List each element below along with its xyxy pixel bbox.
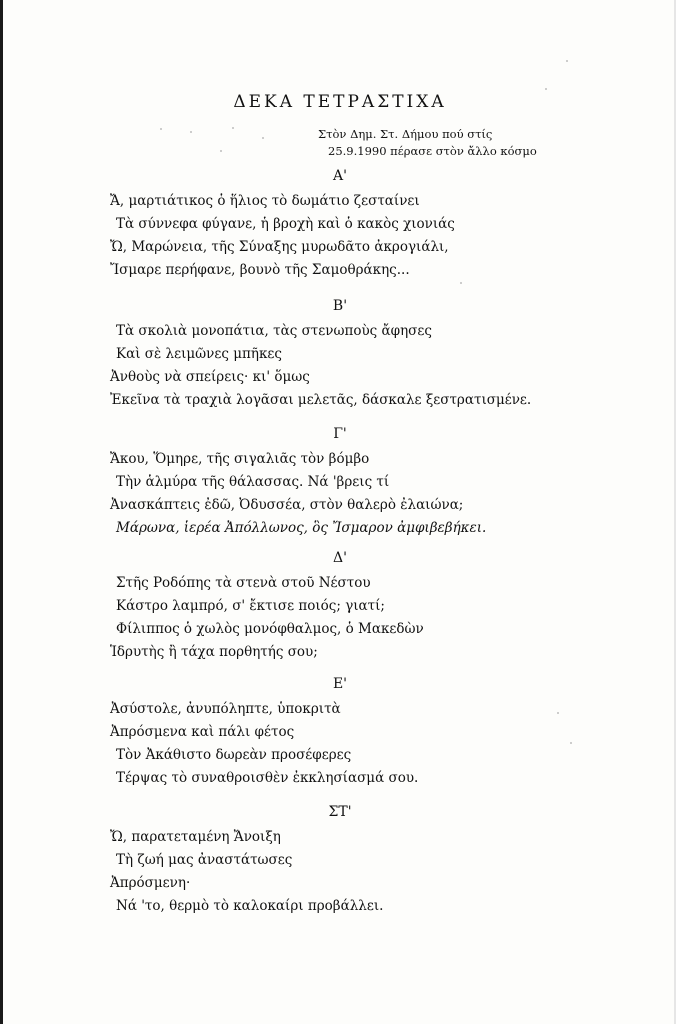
- verse-line: Τὴ ζωή μας ἀναστάτωσες: [116, 852, 293, 868]
- scan-speck: [232, 127, 234, 129]
- scan-speck: [557, 712, 559, 714]
- verse-line: Ἀπρόσμενα καὶ πάλι φέτος: [110, 724, 295, 740]
- stanza-number: Γ': [333, 426, 347, 442]
- stanza-b: [110, 296, 550, 412]
- verse-line: Νά 'το, θερμὸ τὸ καλοκαίρι προβάλλει.: [116, 898, 384, 914]
- stanza-st: [110, 802, 550, 918]
- verse-line: Ἀπρόσμενη·: [110, 875, 191, 891]
- stanza-number: Δ': [333, 550, 347, 566]
- stanza-number: ΣΤ': [328, 804, 352, 820]
- verse-line: Στῆς Ροδόπης τὰ στενὰ στοῦ Νέστου: [116, 575, 371, 591]
- scan-speck: [160, 128, 162, 130]
- scan-speck: [566, 60, 568, 62]
- scan-speck: [262, 137, 264, 139]
- poem-title: ΔΕΚΑ ΤΕΤΡΑΣΤΙΧΑ: [233, 92, 447, 112]
- verse-line: Φίλιππος ὁ χωλὸς μονόφθαλμος, ὁ Μακεδὼν: [116, 621, 424, 637]
- dedication-line-1: Στὸν Δημ. Στ. Δήμου πού στίς: [318, 127, 493, 141]
- verse-line: Κάστρο λαμπρό, σ' ἔκτισε ποιός; γιατί;: [116, 598, 385, 614]
- scan-speck: [190, 131, 192, 133]
- verse-line: Ἀνθοὺς νὰ σπείρεις· κι' ὅμως: [110, 369, 310, 385]
- stanza-e: [110, 674, 550, 790]
- verse-line: Τὰ σκολιὰ μονοπάτια, τὰς στενωποὺς ἄφησες: [116, 323, 432, 339]
- stanza-d: [110, 548, 550, 664]
- scan-speck: [460, 282, 462, 284]
- verse-line: Ἄ, μαρτιάτικος ὁ ἥλιος τὸ δωμάτιο ζεσταίνει: [110, 193, 420, 209]
- verse-line: Ἀσύστολε, ἀνυπόληπτε, ὑποκριτὰ: [110, 701, 341, 717]
- verse-line: Ἄκου, Ὅμηρε, τῆς σιγαλιᾶς τὸν βόμβο: [110, 451, 370, 467]
- verse-line: Καὶ σὲ λειμῶνες μπῆκες: [116, 346, 282, 362]
- scan-speck: [220, 150, 222, 152]
- verse-line: Τὸν Ἀκάθιστο δωρεὰν προσέφερες: [116, 747, 352, 763]
- scan-speck: [570, 742, 572, 744]
- verse-line: Ἴσμαρε περήφανε, βουνὸ τῆς Σαμοθράκης...: [110, 262, 410, 278]
- dedication: [318, 126, 578, 160]
- dedication-line-2: 25.9.1990 πέρασε στὸν ἄλλο κόσμο: [328, 144, 537, 158]
- verse-line: Τὰ σύννεφα φύγανε, ἡ βροχὴ καὶ ὁ κακὸς χιονιάς: [116, 216, 455, 232]
- verse-line: Ἀνασκάπτεις ἐδῶ, Ὀδυσσέα, στὸν θαλερὸ ἐλαιώνα;: [110, 497, 464, 513]
- stanza-number: Β': [332, 298, 348, 314]
- stanza-c: [110, 424, 550, 540]
- stanza-a: [110, 166, 550, 282]
- verse-line: Ἱδρυτὴς ἢ τάχα πορθητής σου;: [110, 644, 318, 660]
- verse-line: Τέρψας τὸ συναθροισθὲν ἐκκλησίασμά σου.: [116, 770, 419, 786]
- stanza-number: Ε': [332, 676, 348, 692]
- page-left-edge: [0, 0, 3, 1024]
- verse-line: Ἐκεῖνα τὰ τραχιὰ λογᾶσαι μελετᾶς, δάσκαλε ξεστρατισμένε.: [110, 392, 532, 408]
- verse-line: Ὤ, Μαρώνεια, τῆς Σύναξης μυρωδᾶτο ἀκρογιάλι,: [110, 239, 449, 255]
- verse-line: Ὤ, παρατεταμένη Ἄνοιξη: [110, 829, 281, 845]
- scan-speck: [545, 88, 547, 90]
- verse-line: Μάρωνα, ἱερέα Ἀπόλλωνος, ὃς Ἴσμαρον ἀμφιβεβήκει.: [116, 520, 487, 536]
- stanza-number: Α': [333, 168, 347, 184]
- verse-line: Τὴν ἁλμύρα τῆς θάλασσας. Νά 'βρεις τί: [116, 474, 390, 490]
